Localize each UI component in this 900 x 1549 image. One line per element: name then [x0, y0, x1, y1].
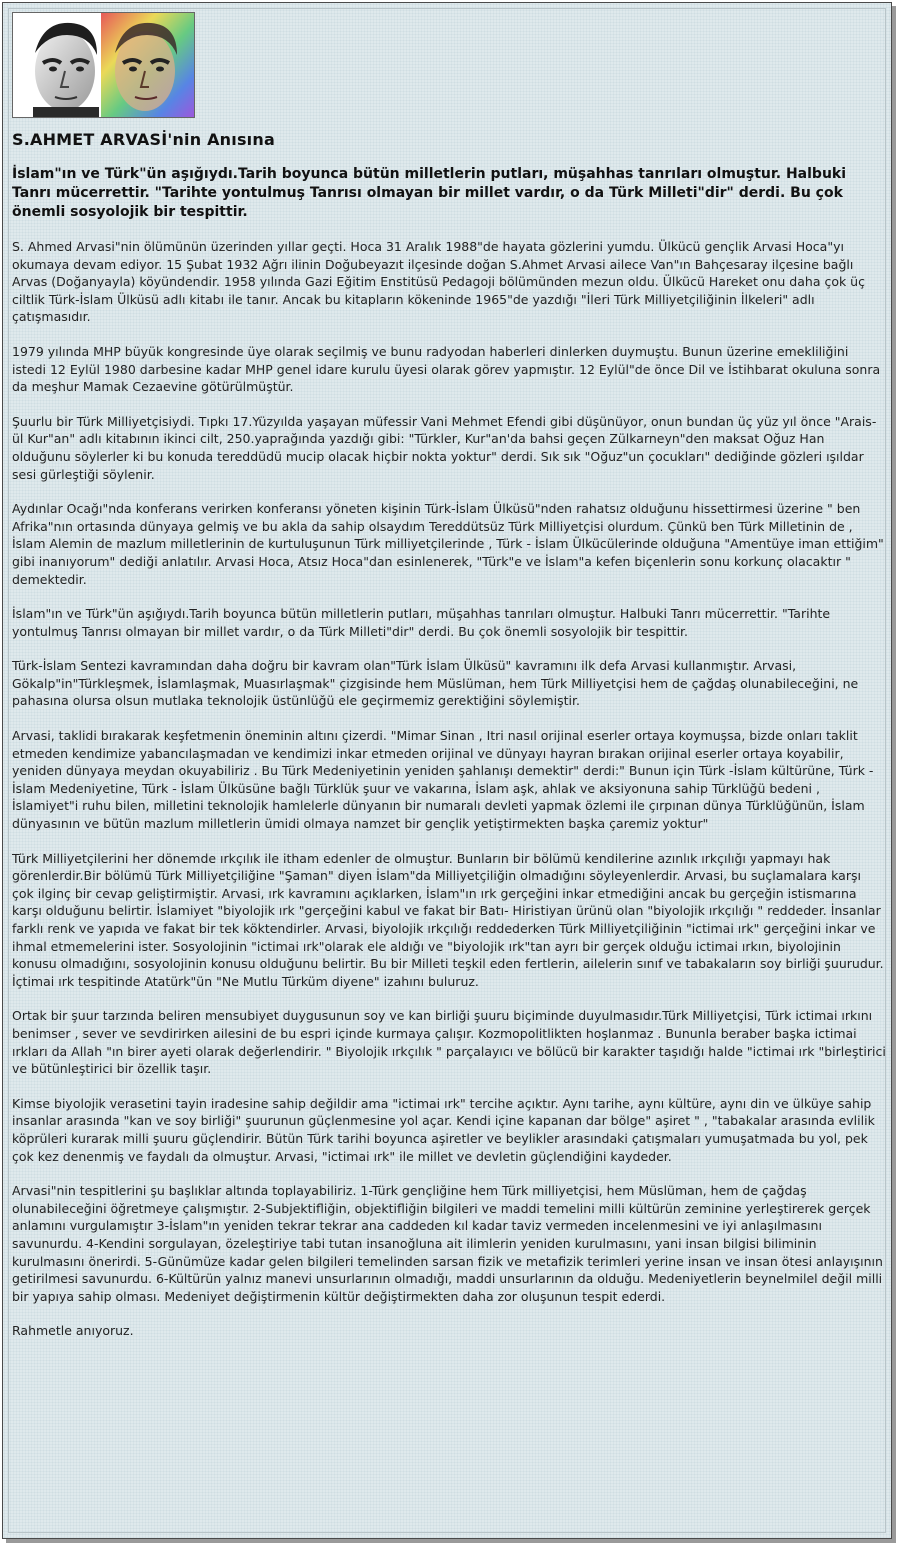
paragraph: Şuurlu bir Türk Milliyetçisiydi. Tıpkı 17.Yüzyılda yaşayan müfessir Vani Mehmet Efendi gibi düşünüyor, onun bundan üç yüz yıl önce "Arais-ül Kur"an" adlı kitabının ikinci cilt, 250.yaprağında yazdığı gibi: "Türkler, Kur"an'da bahsi geçen Zülkarneyn"den maksat Oğuz Han olduğunu söylerler ki bu konuda tereddüdü mucip olacak hiçbir nokta yoktur" derdi. Sık sık "Oğuz"un çocukları" dediğinde gözleri ışıldar sesi gürleştiği söylenir.	[12, 413, 877, 482]
paragraph: Kimse biyolojik verasetini tayin iradesine sahip değildir ama "ictimai ırk" tercihe açıktır. Aynı tarihe, aynı kültüre, aynı din ve ülküye sahip insanlar arasında "kan ve soy birliği" şuurunun güçlenmesine yol açar. Kendi içine kapanan dar bölge" aşiret " , "tabakalar arasında evlilik köprüleri kurarak milli şuuru güçlendirir. Bütün Türk tarihi boyunca aşiretler ve beylikler arasındaki çatışmaları yumuşatmada bu yol, pek çok kez denenmiş ve faydalı da olmuştur. Arvasi, "ictimai ırk" ile millet ve devletin güçlendiğini kaydeder.	[12, 1095, 875, 1164]
paragraph: İslam"ın ve Türk"ün aşığıydı.Tarih boyunca bütün milletlerin putları, müşahhas tanrıları olmuştur. Halbuki Tanrı mücerrettir. "Tarihte yontulmuş Tanrısı olmayan bir millet vardır, o da Türk Milleti"dir" derdi. Bu çok önemli sosyolojik bir tespittir.	[12, 606, 831, 639]
paragraph: 1979 yılında MHP büyük kongresinde üye olarak seçilmiş ve bunu radyodan haberleri dinlerken duymuştu. Bunun üzerine emekliliğini istedi 12 Eylül 1980 darbesine kadar MHP genel idare kurulu üyesi olarak görev yapmıştır. 12 Eylül"de önce Dil ve İstihbarat okuluna sonra da meşhur Mamak Cezaevine götürülmüştür.	[12, 343, 881, 395]
lead-paragraph: İslam"ın ve Türk"ün aşığıydı.Tarih boyunca bütün milletlerin putları, müşahhas tanrıları olmuştur. Halbuki Tanrı mücerrettir. "Tarihte yontulmuş Tanrısı olmayan bir millet vardır, o da Türk Milleti"dir" derdi. Bu çok önemli sosyolojik bir tespittir.	[12, 166, 847, 220]
paragraph: Arvasi, taklidi bırakarak keşfetmenin öneminin altını çizerdi. "Mimar Sinan , Itri nasıl orijinal eserler ortaya koymuşsa, bizde onları taklit etmeden kendimize yabancılaşmadan ve kendimizi inkar etmeden orijinal ve dünyayı hayran bırakan orijinal eserler ortaya koyabilir, yeniden dünyaya meydan okuyabiliriz . Bu Türk Medeniyetinin yeniden şahlanışı demektir" derdi:" Bunun için Türk -İslam kültürüne, Türk - İslam Medeniyetine, Türk - İslam Ülküsüne bağlı Türklük şuur ve vakarına, İslam aşk, ahlak ve aksiyonuna sahip Türklüğü bedeni , İslamiyet"i ruhu bilen, milletini teknolojik hamlelerle dünyanın bir numaralı devleti yapmak özlemi ile çırpınan dünya Türklüğünün, İslam dünyasının ve bütün mazlum milletlerin ümidi olmaya namzet bir gençlik yetiştirmekten başka çaremiz yoktur"	[12, 728, 874, 832]
closing-line: Rahmetle anıyoruz.	[12, 1323, 134, 1339]
paragraph: Ortak bir şuur tarzında beliren mensubiyet duygusunun soy ve kan birliği şuuru biçiminde duyulmasıdır.Türk Milliyetçisi, Türk ictimai ırkını benimser , sever ve sevdirirken ailesini de bu espri içinde kurmaya çalışır. Kozmopolitlikten hoşlanmaz . Bununla beraber başka ictimai ırkları da Allah "ın birer ayeti olarak değerlendirir. " Biyolojik ırkçılık " parçalayıcı ve bölücü bir karakter taşıdığı halde "ictimai ırk "birleştirici ve bütünleştirici bir özellik taşır.	[12, 1008, 886, 1077]
article-content	[12, 130, 886, 1357]
paragraph: Arvasi"nin tespitlerini şu başlıklar altında toplayabiliriz. 1-Türk gençliğine hem Türk milliyetçisi, hem Müslüman, hem de çağdaş olunabileceğini öğretmeye çalışmıştır. 2-Subjektifliğin, objektifliğin bilgileri ve maddi temelini milli kültürün zeminine yerleştirerek gerçek anlamını vurgulamıştır 3-İslam"ın yeniden tekrar tekrar ana caddeden kıl kadar taviz vermeden incelenmesini ve iyi anlaşılmasını savunurdu. 4-Kendini sorgulayan, özeleştiriye tabi tutan insanoğluna ait ilimlerin yeniden kurulmasını, yani insan bilgisi biliminin kurulmasını önerirdi. 5-Günümüze kadar gelen bilgileri temelinden sarsan fizik ve metafizik terimleri yerine insan ve insan ötesi anlayışının getirilmesi savunurdu. 6-Kültürün yalnız manevi unsurlarının olmadığı, maddi unsurlarının da olduğu. Medeniyetlerin beynelmilel değil milli bir yapıya sahip olması. Medeniyet değiştirmenin kültür değiştirmekten daha zor oluşunun tespit ederdi.	[12, 1183, 883, 1304]
paragraph: Aydınlar Ocağı"nda konferans verirken konferansı yöneten kişinin Türk-İslam Ülküsü"nden rahatsız olduğunu hissettirmesi üzerine " ben Afrika"nın ortasında dünyaya gelmiş ve bu akla da sahip olsaydım Tereddütsüz Türk Milliyetçisi olurdum. Çünkü ben Türk Milletinin de , İslam Alemin de mazlum milletlerinin de kurtuluşunun Türk milliyetçilerinde , Türk - İslam Ülkücülerinde olduğuna "Amentüye iman ettiğim" gibi inanıyorum" dediği anlatılır. Arvasi Hoca, Atsız Hoca"dan esinlenerek, "Türk"e ve İslam"a kefen biçenlerin sonu korkunç olacaktır " demektedir.	[12, 501, 884, 587]
paragraph: Türk Milliyetçilerini her dönemde ırkçılık ile itham edenler de olmuştur. Bunların bir bölümü kendilerine azınlık ırkçılığı yapmayı hak görenlerdir.Bir bölümü Türk Milliyetçiliğine "Şaman" diyen İslam"da Milliyetçiliğin olmadığını söyleyenlerdir. Arvasi, bu suçlamalara karşı çok ilginç bir cevap geliştirmiştir. Arvasi, ırk kavramını açıklarken, İslam"ın ırk gerçeğini inkar etmediğini ancak bu gerçeğin istismarına karşı olduğunu belirtir. İslamiyet "biyolojik ırk "gerçeğini kabul ve fakat bir Batı- Hiristiyan ürünü olan "biyolojik ırkçılığı " reddeder. İnsanlar farklı renk ve yapıda ve fakat bir tek köktendirler. Arvasi, biyolojik ırkçılığı reddederken Türk Milliyetçiliğinin "ictimai ırk" gerçeğini inkar ve ihmal etmemelerini ister. Sosyolojinin "ictimai ırk"olarak ele aldığı ve "biyolojik ırk"tan ayrı bir gerçek olduğu ictimai ırkın, biyolojinin konusu olmadığını, sosyolojinin konusu olduğunu belirtir. Bu bir Milleti teşkil eden fertlerin, ailelerin sınıf ve tabakaların soy birliği şuurudur. İçtimai ırk tespitinde Atatürk"ün "Ne Mutlu Türküm diyene" izahını buluruz.	[12, 850, 884, 989]
paragraph: S. Ahmed Arvasi"nin ölümünün üzerinden yıllar geçti. Hoca 31 Aralık 1988"de hayata gözlerini yumdu. Ülkücü gençlik Arvasi Hoca"yı okumaya devam ediyor. 15 Şubat 1932 Ağrı ilinin Doğubeyazıt ilçesinde doğan S.Ahmet Arvasi ailece Van"ın Bahçesaray ilçesine bağlı Arvas (Doğanyayla) köyündendir. 1958 yılında Gazi Eğitim Enstitüsü Pedagoji bölümünden mezun oldu. Ülkücü Hareket onu daha çok üç ciltlik Türk-İslam Ülküsü adlı kitabı ile tanır. Ancak bu kitapların kökeninde 1965"de yazdığı "İleri Türk Milliyetçiliğinin İlkeleri" adlı çatışmasıdır.	[12, 239, 865, 325]
portrait-image	[12, 12, 195, 118]
paragraph: Türk-İslam Sentezi kavramından daha doğru bir kavram olan"Türk İslam Ülküsü" kavramını ilk defa Arvasi kullanmıştır. Arvasi, Gökalp"in"Türkleşmek, İslamlaşmak, Muasırlaşmak" çizgisinde hem Müslüman, hem Türk Milliyetçisi hem de çağdaş olunabileceğini, ne pahasına olursa olsun mutlaka teknolojik üstünlüğü ele geçirmemiz gerektiğini söylemiştir.	[12, 658, 859, 709]
article-title: S.AHMET ARVASİ'nin Anısına	[12, 130, 275, 149]
portrait-graphic	[13, 13, 194, 117]
